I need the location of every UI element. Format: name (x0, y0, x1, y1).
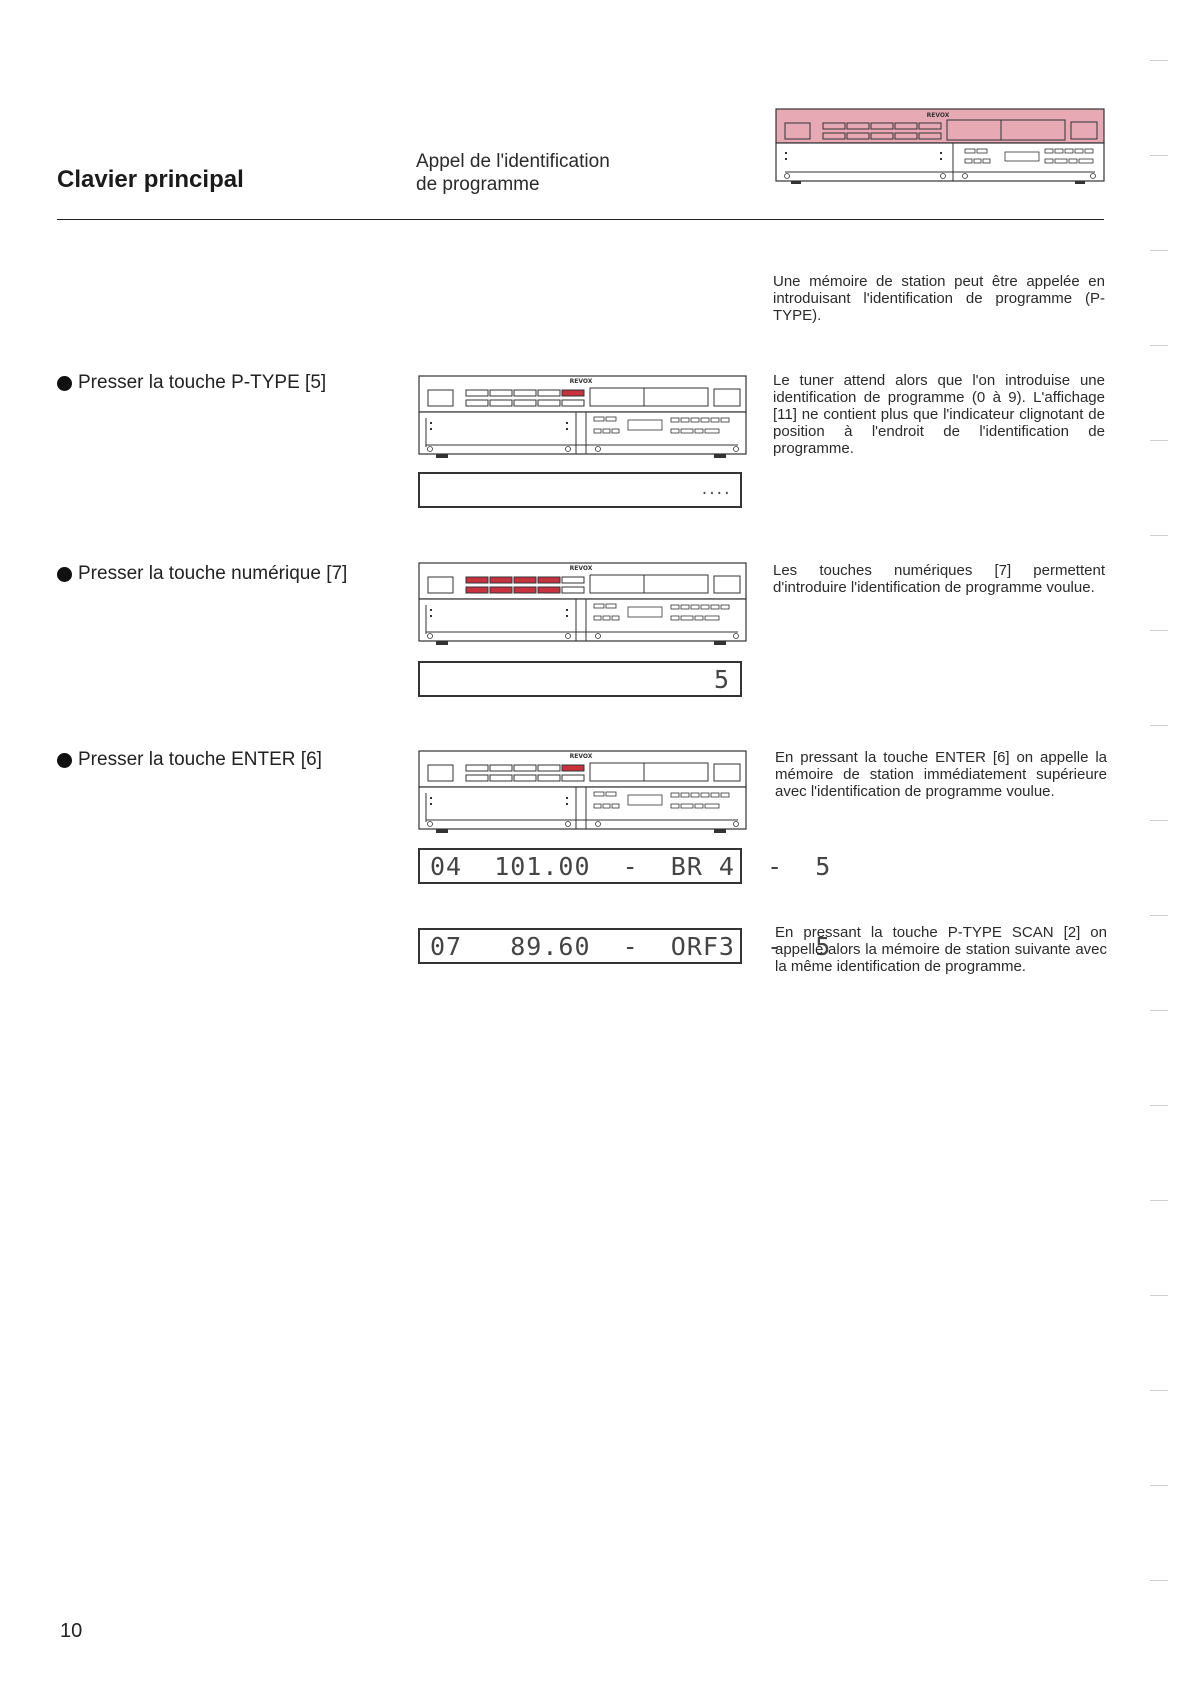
step-1-tuner-illustration (418, 375, 747, 465)
position-indicator: .... (700, 482, 730, 498)
scan-description: En pressant la touche P-TYPE SCAN [2] on appelle alors la mémoire de station suivante avec la même identification de programme. (775, 924, 1107, 975)
step-3-tuner-illustration (418, 750, 747, 840)
highlighted-key (562, 390, 584, 396)
step-3-display (418, 848, 832, 884)
margin-tick (1150, 535, 1168, 536)
display-value: 04 101.00 - BR 4 - 5 (430, 851, 832, 881)
step-1-description: Le tuner attend alors que l'on introduise une identification de programme (0 à 9). L'affichage [11] ne contient plus que l'indicateur clignotant de position à l'endroit de l'identification de programme. (773, 372, 1105, 457)
step-2-display (418, 661, 742, 697)
bullet-icon (57, 567, 72, 582)
bullet-icon (57, 376, 72, 391)
margin-tick (1150, 1105, 1168, 1106)
display-value: 07 89.60 - ORF3 - 5 (430, 931, 832, 961)
step-2-instruction (57, 563, 347, 585)
bullet-icon (57, 753, 72, 768)
brand-logo: REVOX (569, 565, 593, 572)
brand-logo: REVOX (569, 378, 593, 385)
intro-text: Une mémoire de station peut être appelée en introduisant l'identification de programme (P-TYPE). (773, 273, 1105, 324)
brand-logo: REVOX (569, 753, 593, 760)
step-1-display (418, 472, 742, 508)
highlighted-key (562, 765, 584, 771)
margin-tick (1150, 1390, 1168, 1391)
header-rule (57, 219, 1104, 220)
margin-tick (1150, 60, 1168, 61)
margin-tick (1150, 250, 1168, 251)
step-3-instruction (57, 749, 322, 771)
step-3-description: En pressant la touche ENTER [6] on appelle la mémoire de station immédiatement supérieure avec l'identification de programme voulue. (775, 749, 1107, 800)
header-tuner-illustration (775, 108, 1105, 192)
margin-tick (1150, 440, 1168, 441)
margin-tick (1150, 630, 1168, 631)
margin-tick (1150, 915, 1168, 916)
scan-display (418, 928, 832, 964)
step-2-description: Les touches numériques [7] permettent d'introduire l'identification de programme voulue. (773, 562, 1105, 596)
margin-tick (1150, 725, 1168, 726)
margin-tick (1150, 1295, 1168, 1296)
brand-logo: REVOX (926, 112, 950, 119)
step-2-tuner-illustration (418, 562, 747, 652)
subtitle-line-2: de programme (416, 174, 540, 195)
page-title: Clavier principal (57, 166, 244, 193)
display-value: 5 (713, 664, 730, 694)
margin-tick (1150, 1485, 1168, 1486)
margin-tick (1150, 345, 1168, 346)
step-2-label: Presser la touche numérique [7] (78, 563, 348, 584)
margin-tick (1150, 1580, 1168, 1581)
step-1-label: Presser la touche P-TYPE [5] (78, 372, 327, 393)
margin-tick (1150, 1010, 1168, 1011)
page-subtitle (416, 150, 610, 196)
step-1-instruction (57, 372, 326, 394)
margin-tick (1150, 155, 1168, 156)
step-3-label: Presser la touche ENTER [6] (78, 749, 322, 770)
margin-tick (1150, 1200, 1168, 1201)
page-number: 10 (60, 1620, 83, 1642)
margin-tick (1150, 820, 1168, 821)
subtitle-line-1: Appel de l'identification (416, 151, 610, 172)
